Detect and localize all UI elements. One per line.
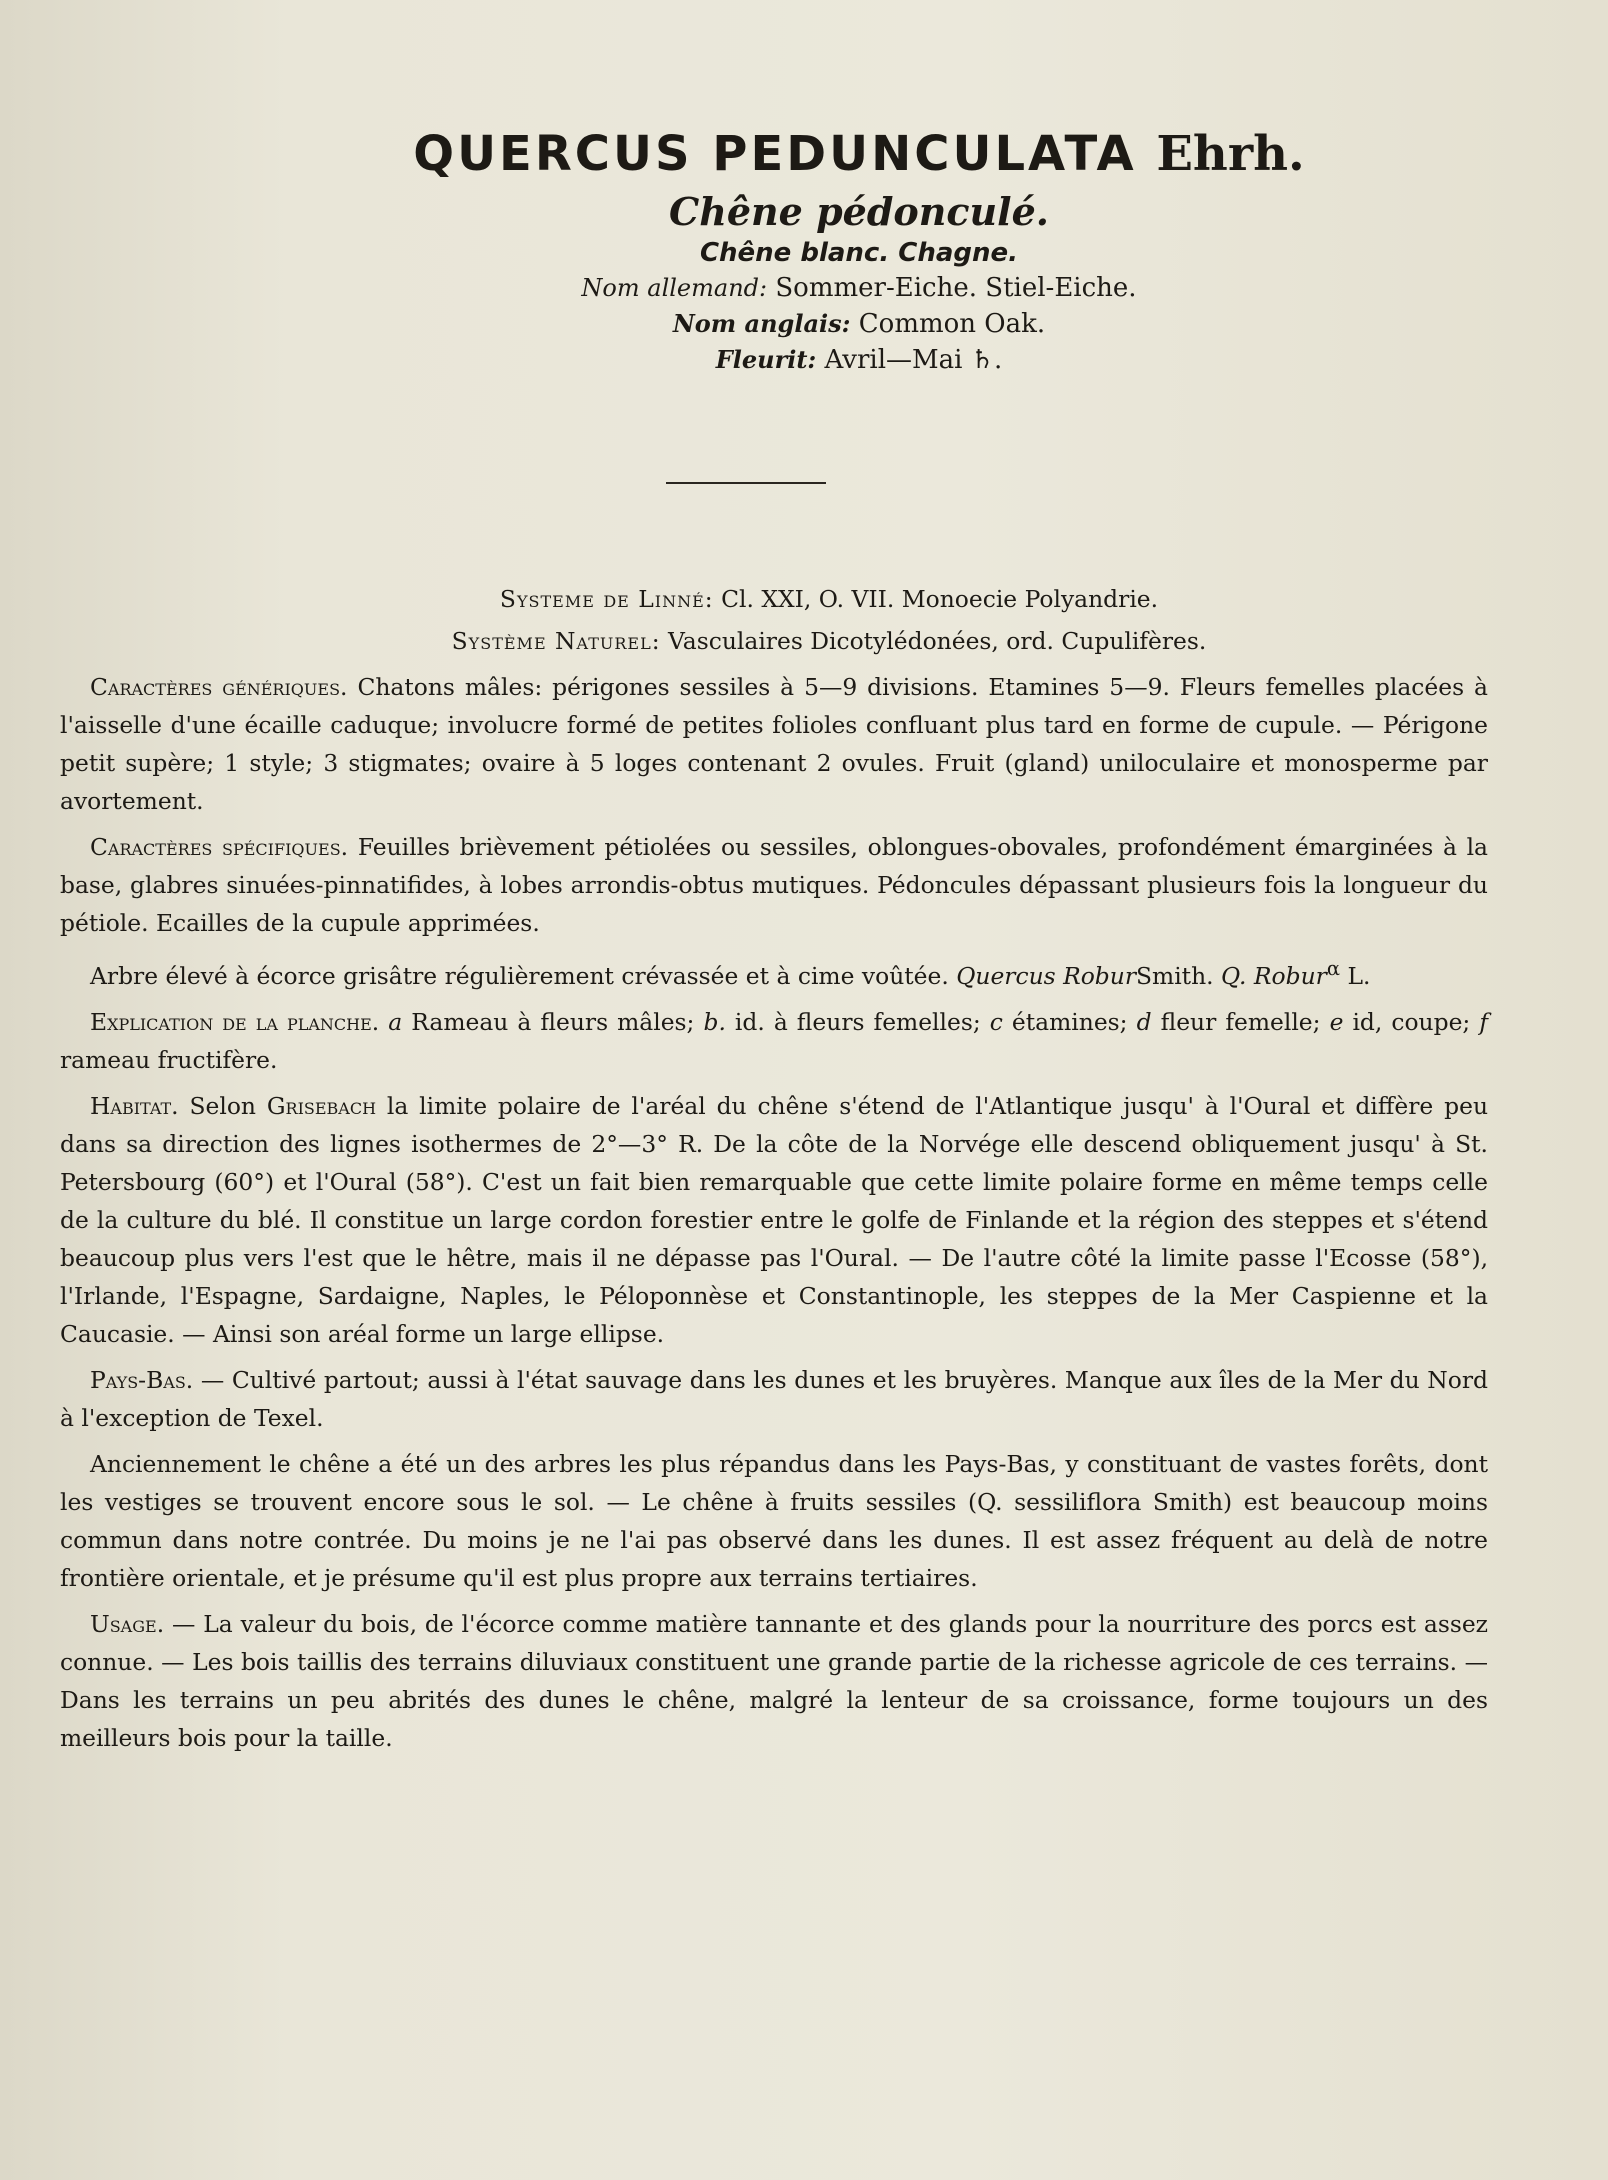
synonym-1-author: Smith. <box>1136 961 1214 990</box>
title-author: Ehrh. <box>1156 126 1305 182</box>
flowering-value: Avril—Mai ♄. <box>824 345 1003 375</box>
plate-a-text: Rameau à fleurs mâles; <box>411 1007 695 1036</box>
usage <box>60 1605 1488 1757</box>
german-name-line <box>110 271 1608 306</box>
flowering-label: Fleurit: <box>715 345 817 374</box>
usage-label: Usage. <box>90 1609 165 1638</box>
generic-characters <box>60 668 1488 820</box>
other-names: Chêne blanc. Chagne. <box>699 238 1019 268</box>
plate-e-text: id, coupe; <box>1352 1007 1471 1036</box>
specific-characters <box>60 828 1488 942</box>
specific-label: Caractères spécifiques. <box>90 833 349 861</box>
naturel-value: Vasculaires Dicotylédonées, ord. Cupulifères. <box>668 627 1207 655</box>
habitat-author: Grisebach <box>266 1091 377 1120</box>
english-name-line <box>110 306 1608 342</box>
tree-description <box>60 950 1488 995</box>
plate-d: d <box>1136 1007 1152 1036</box>
german-label: Nom allemand: <box>581 274 768 302</box>
flowering-line <box>110 342 1608 378</box>
linne-label: Systeme de Linné: <box>499 585 714 613</box>
generic-label: Caractères génériques. <box>90 673 348 701</box>
synonym-2: Q. Robur <box>1221 961 1327 990</box>
german-value: Sommer-Eiche. Stiel-Eiche. <box>775 273 1137 303</box>
plate-c: c <box>989 1007 1003 1036</box>
plate-d-text: fleur femelle; <box>1160 1007 1321 1036</box>
header <box>0 120 1608 378</box>
title-species: QUERCUS PEDUNCULATA <box>413 126 1137 182</box>
linne-system <box>170 580 1488 618</box>
divider <box>666 482 826 484</box>
historical-note <box>60 1445 1488 1597</box>
habitat-label: Habitat. <box>90 1091 179 1120</box>
habitat-text: la limite polaire de l'aréal du chêne s'étend de l'Atlantique jusqu' à l'Oural et diffère peu dans sa direction des lignes isothermes de 2°—3° R. De la côte de la Norvége elle descend obliquement jusqu' à St. Petersbourg (60°) et l'Oural (58°). C'est un fait bien remarquable que cette limite polaire forme en même temps celle de la culture du blé. Il constitue un large cordon forestier entre le golfe de Finlande et la région des steppes et s'étend beaucoup plus vers l'est que le hêtre, mais il ne dépasse pas l'Oural. — De l'autre côté la limite passe l'Ecosse (58°), l'Irlande, l'Espagne, Sardaigne, Naples, le Péloponnèse et Constantinople, les steppes de la Mer Caspienne et la Caucasie. — Ainsi son aréal forme un large ellipse. <box>60 1091 1489 1348</box>
plate-b-text: id. à fleurs femelles; <box>734 1007 981 1036</box>
netherlands-label: Pays-Bas. <box>90 1365 194 1394</box>
plate-a: a <box>388 1007 403 1036</box>
synonym-2-author: L. <box>1347 961 1371 990</box>
usage-text: — La valeur du bois, de l'écorce comme matière tannante et des glands pour la nourriture des porcs est assez connue. — Les bois taillis des terrains diluviaux constituent une grande partie de la richesse agricole de ces terrains. — Dans les terrains un peu abrités des dunes le chêne, malgré la lenteur de sa croissance, forme toujours un des meilleurs bois pour la taille. <box>60 1609 1488 1752</box>
common-name: Chêne pédonculé. <box>669 189 1049 234</box>
generic-text: Chatons mâles: périgones sessiles à 5—9 divisions. Etamines 5—9. Fleurs femelles placées à l'aisselle d'une écaille caduque; involucre formé de petites folioles confluant plus tard en forme de cupule. — Périgone petit supère; 1 style; 3 stigmates; ovaire à 5 loges contenant 2 ovules. Fruit (gland) uniloculaire et monosperme par avortement. <box>60 673 1488 815</box>
plate-c-text: étamines; <box>1011 1007 1128 1036</box>
english-label: Nom anglais: <box>672 309 851 338</box>
plate-b: b. <box>703 1007 726 1036</box>
plate-e: e <box>1329 1007 1344 1036</box>
habitat-selon: Selon <box>189 1091 256 1120</box>
netherlands-text: — Cultivé partout; aussi à l'état sauvage dans les dunes et les bruyères. Manque aux îles de la Mer du Nord à l'exception de Texel. <box>60 1365 1488 1432</box>
naturel-label: Système Naturel: <box>451 627 661 655</box>
linne-value: Cl. XXI, O. VII. Monoecie Polyandrie. <box>721 585 1159 613</box>
body-text <box>60 580 1488 1757</box>
synonym-2-sup: α <box>1326 957 1340 980</box>
specific-text: Feuilles brièvement pétiolées ou sessiles, oblongues-obovales, profondément émarginées à la base, glabres sinuées-pinnatifides, à lobes arrondis-obtus mutiques. Pédoncules dépassant plusieurs fois la longueur du pétiole. Ecailles de la cupule apprimées. <box>60 833 1489 937</box>
plate-explanation <box>60 1003 1488 1079</box>
plate-f: f <box>1479 1007 1489 1036</box>
netherlands <box>60 1361 1488 1437</box>
plate-label: Explication de la planche. <box>90 1007 380 1036</box>
historical-text: Anciennement le chêne a été un des arbres les plus répandus dans les Pays-Bas, y constituant de vastes forêts, dont les vestiges se trouvent encore sous le sol. — Le chêne à fruits sessiles (Q. sessiliflora Smith) est beaucoup moins commun dans notre contrée. Du moins je ne l'ai pas observé dans les dunes. Il est assez fréquent au delà de notre frontière orientale, et je présume qu'il est plus propre aux terrains tertiaires. <box>60 1449 1488 1592</box>
tree-text: Arbre élevé à écorce grisâtre régulièrement crévassée et à cime voûtée. <box>90 961 949 990</box>
synonym-1: Quercus Robur <box>956 961 1136 990</box>
page-title <box>110 120 1608 188</box>
english-value: Common Oak. <box>858 309 1046 339</box>
habitat <box>60 1087 1488 1353</box>
naturel-system <box>170 622 1488 660</box>
plate-f-text: rameau fructifère. <box>60 1045 278 1074</box>
